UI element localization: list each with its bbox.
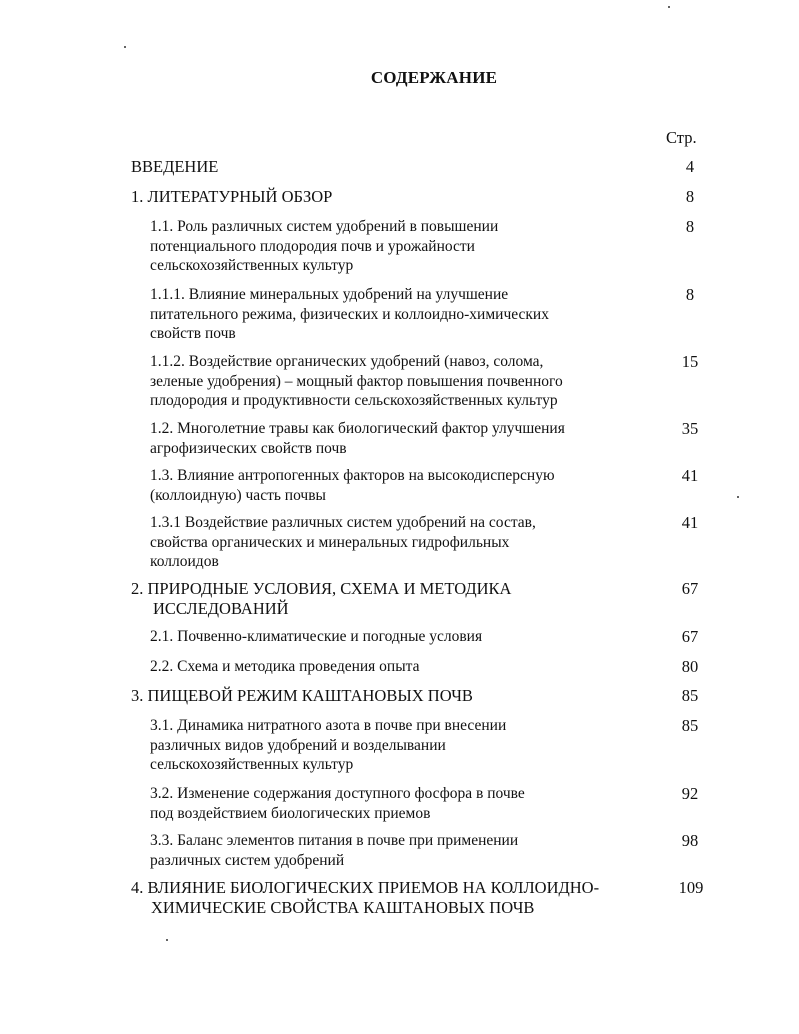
scan-speck: [166, 939, 168, 941]
toc-entry-line: 1.3.1 Воздействие различных систем удобрений на состав,: [150, 514, 536, 531]
toc-entry-chapter-3: [131, 686, 473, 706]
toc-entry-2-1: [150, 627, 482, 647]
toc-page-number: 109: [678, 878, 704, 897]
toc-entry-line: 1.3. Влияние антропогенных факторов на высокодисперсную: [150, 467, 555, 484]
toc-entry-text: 1. ЛИТЕРАТУРНЫЙ ОБЗОР: [131, 187, 333, 206]
toc-entry-3-2: [150, 784, 525, 823]
toc-entry-line: сельскохозяйственных культур: [150, 257, 354, 274]
toc-entry-1-2: [150, 419, 565, 458]
toc-page-number: 4: [685, 157, 695, 176]
toc-entry-line: под воздействием биологических приемов: [150, 804, 431, 822]
toc-entry-line: 2.2. Схема и методика проведения опыта: [150, 658, 420, 675]
toc-entry-line: 3. ПИЩЕВОЙ РЕЖИМ КАШТАНОВЫХ ПОЧВ: [131, 686, 473, 705]
toc-entry-line: 4. ВЛИЯНИЕ БИОЛОГИЧЕСКИХ ПРИЕМОВ НА КОЛЛОИДНО-: [131, 878, 600, 897]
toc-page-number: 15: [681, 352, 699, 371]
toc-entry-chapter-1: [131, 187, 332, 207]
toc-entry-2-2: [150, 657, 420, 677]
toc-entry-1-1-1: [150, 285, 549, 344]
toc-entry-line: питательного режима, физических и коллоидно-химических: [150, 305, 549, 323]
toc-entry-line: 2.1. Почвенно-климатические и погодные условия: [150, 628, 483, 645]
toc-entry-line: потенциального плодородия почв и урожайности: [150, 237, 475, 255]
toc-entry-3-3: [150, 831, 518, 870]
toc-entry-line: (коллоидную) часть почвы: [150, 486, 326, 504]
toc-entry-chapter-4: [131, 878, 599, 918]
toc-entry-line: 1.2. Многолетние травы как биологический фактор улучшения: [150, 420, 565, 437]
toc-entry-line: 1.1. Роль различных систем удобрений в повышении: [150, 218, 499, 235]
toc-entry-line: зеленые удобрения) – мощный фактор повышения почвенного: [150, 372, 563, 390]
toc-page-number: 85: [681, 716, 699, 735]
toc-entry-line: плодородия и продуктивности сельскохозяйственных культур: [150, 392, 558, 409]
toc-entry-1-1: [150, 217, 498, 276]
toc-page-number: 67: [681, 579, 699, 598]
toc-entry-line: различных видов удобрений и возделывании: [150, 736, 446, 754]
toc-entry-3-1: [150, 716, 506, 775]
toc-entry-line: свойства органических и минеральных гидрофильных: [150, 533, 510, 551]
toc-entry-line: свойств почв: [150, 325, 236, 342]
page-title: СОДЕРЖАНИЕ: [370, 68, 498, 87]
toc-page-number: 98: [681, 831, 699, 850]
toc-entry-line: различных систем удобрений: [150, 851, 345, 869]
toc-entry-line: 1.1.1. Влияние минеральных удобрений на улучшение: [150, 286, 509, 303]
toc-entry-line: ХИМИЧЕСКИЕ СВОЙСТВА КАШТАНОВЫХ ПОЧВ: [151, 898, 535, 917]
toc-page-number: 80: [681, 657, 699, 676]
toc-entry-introduction: [131, 157, 218, 177]
toc-entry-line: 3.1. Динамика нитратного азота в почве при внесении: [150, 717, 507, 734]
toc-entry-line: 3.3. Баланс элементов питания в почве при применении: [150, 832, 519, 849]
toc-entry-line: коллоидов: [150, 553, 219, 570]
toc-page-number: 92: [681, 784, 699, 803]
toc-entry-1-1-2: [150, 352, 563, 411]
toc-entry-text: ВВЕДЕНИЕ: [131, 157, 219, 176]
toc-page-number: 41: [681, 466, 699, 485]
toc-page-number: 67: [681, 627, 699, 646]
toc-entry-line: 1.1.2. Воздействие органических удобрений (навоз, солома,: [150, 353, 544, 370]
scan-speck: [124, 46, 126, 48]
scan-speck: [737, 496, 739, 498]
toc-entry-line: сельскохозяйственных культур: [150, 756, 354, 773]
toc-page-number: 8: [685, 217, 695, 236]
toc-page-number: 35: [681, 419, 699, 438]
toc-entry-line: 3.2. Изменение содержания доступного фосфора в почве: [150, 785, 525, 802]
toc-page-number: 85: [681, 686, 699, 705]
toc-entry-1-3: [150, 466, 555, 505]
page-column-label: Стр.: [666, 128, 697, 147]
scan-speck: [668, 6, 670, 8]
toc-page-number: 41: [681, 513, 699, 532]
toc-entry-line: агрофизических свойств почв: [150, 439, 347, 457]
toc-entry-1-3-1: [150, 513, 536, 572]
toc-entry-line: 2. ПРИРОДНЫЕ УСЛОВИЯ, СХЕМА И МЕТОДИКА: [131, 579, 512, 598]
toc-entry-chapter-2: [131, 579, 511, 619]
toc-page-number: 8: [685, 285, 695, 304]
toc-entry-line: ИССЛЕДОВАНИЙ: [153, 599, 289, 618]
toc-page-number: 8: [685, 187, 695, 206]
